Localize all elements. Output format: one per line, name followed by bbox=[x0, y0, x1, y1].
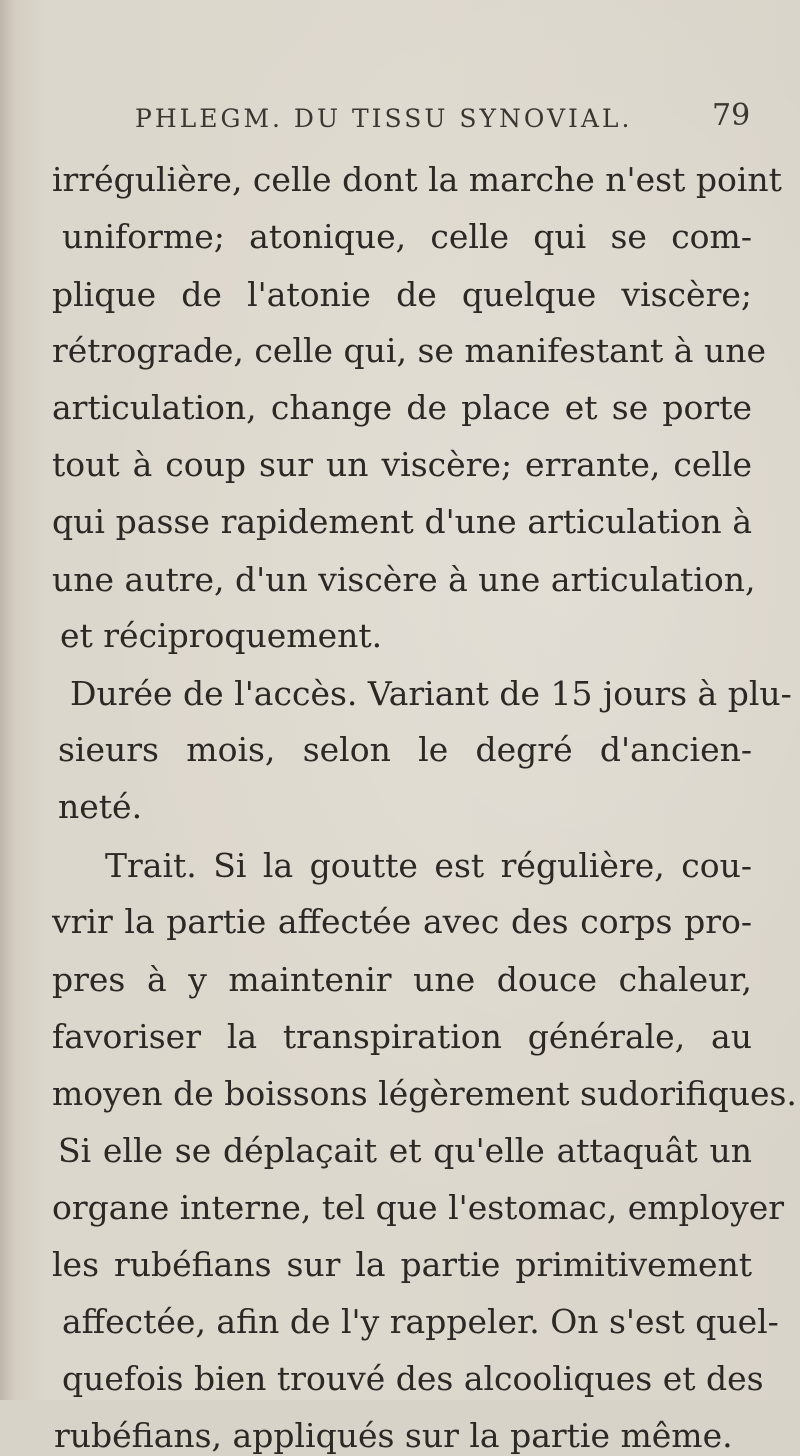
text-line: plique de l'atonie de quelque viscère; bbox=[52, 275, 752, 314]
text-line: pres à y maintenir une douce chaleur, bbox=[52, 960, 752, 999]
text-line: organe interne, tel que l'estomac, employer bbox=[52, 1188, 785, 1227]
text-line: qui passe rapidement d'une articulation à bbox=[52, 502, 752, 541]
text-line: moyen de boissons légèrement sudorifiques. bbox=[52, 1074, 797, 1113]
text-line: rubéfians, appliqués sur la partie même. bbox=[54, 1416, 733, 1455]
text-line: irrégulière, celle dont la marche n'est point bbox=[52, 160, 782, 199]
text-line: et réciproquement. bbox=[60, 616, 383, 655]
running-head: PHLEGM. DU TISSU SYNOVIAL. bbox=[135, 104, 633, 133]
text-line: tout à coup sur un viscère; errante, celle bbox=[52, 445, 752, 484]
text-line: rétrograde, celle qui, se manifestant à une bbox=[52, 331, 767, 370]
text-line: les rubéfians sur la partie primitivement bbox=[52, 1245, 752, 1284]
text-line: Trait. Si la goutte est régulière, cou- bbox=[105, 846, 752, 885]
text-line: favoriser la transpiration générale, au bbox=[52, 1017, 752, 1056]
page-header bbox=[0, 98, 800, 144]
text-line: Si elle se déplaçait et qu'elle attaquât un bbox=[58, 1131, 752, 1170]
text-line: sieurs mois, selon le degré d'ancien- bbox=[58, 730, 752, 769]
text-line: Durée de l'accès. Variant de 15 jours à plu- bbox=[70, 674, 792, 713]
page-number: 79 bbox=[712, 98, 751, 133]
text-line: vrir la partie affectée avec des corps pro- bbox=[52, 902, 752, 941]
text-line: neté. bbox=[58, 787, 143, 826]
text-line: une autre, d'un viscère à une articulation, bbox=[52, 560, 756, 599]
page-gutter bbox=[0, 0, 14, 1400]
text-line: affectée, afin de l'y rappeler. On s'est quel- bbox=[62, 1302, 779, 1341]
text-line: quefois bien trouvé des alcooliques et des bbox=[62, 1359, 764, 1398]
text-line: articulation, change de place et se porte bbox=[52, 388, 752, 427]
text-line: uniforme; atonique, celle qui se com- bbox=[62, 217, 752, 256]
